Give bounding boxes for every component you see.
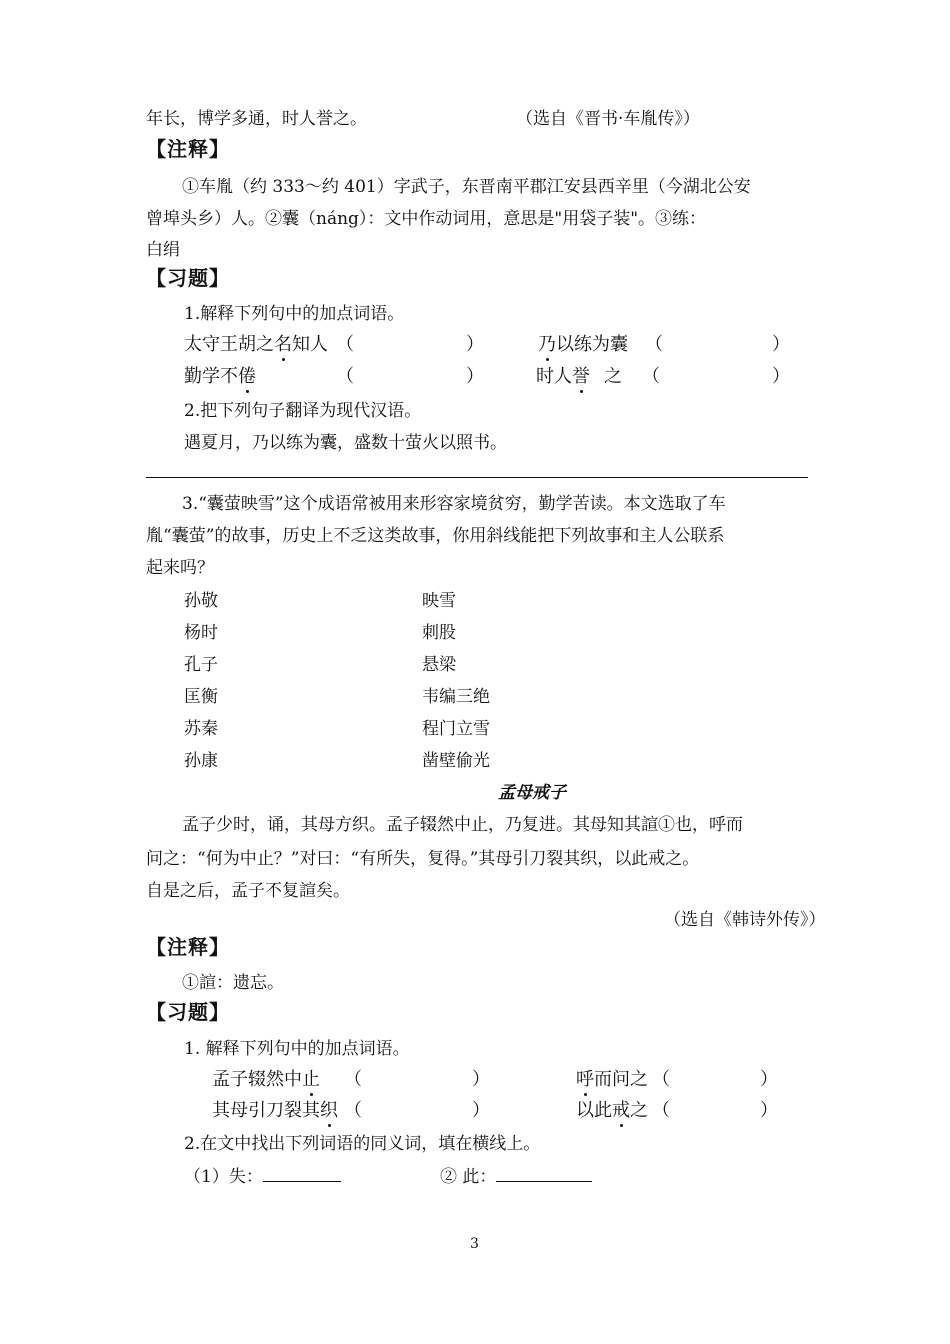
exercise-item: 乃以练为囊 bbox=[538, 330, 628, 356]
note-line: 曾埠头乡）人。②囊（náng）：文中作动词用，意思是"用袋子装"。③练： bbox=[146, 209, 707, 229]
answer-paren-close: ） bbox=[760, 1100, 778, 1121]
question-2: 2.把下列句子翻译为现代汉语。 bbox=[184, 401, 422, 421]
text-line: 年长，博学多通，时人誉之。 bbox=[146, 109, 367, 129]
story-text-line: 自是之后，孟子不复諠矣。 bbox=[146, 881, 350, 901]
section-heading-exercises: 【习题】 bbox=[146, 1000, 230, 1024]
answer-paren-close: ） bbox=[472, 1100, 490, 1121]
answer-paren-close: ） bbox=[772, 334, 790, 355]
story-title: 孟母戒子 bbox=[498, 783, 566, 803]
answer-paren-open: （ bbox=[652, 1069, 670, 1090]
fill-blank[interactable] bbox=[263, 1180, 341, 1182]
match-story[interactable]: 悬梁 bbox=[422, 655, 456, 675]
exercise-item: 太守王胡之名知人 bbox=[184, 330, 328, 356]
match-name[interactable]: 孔子 bbox=[184, 655, 218, 675]
section-heading-notes: 【注释】 bbox=[146, 137, 230, 161]
answer-line[interactable] bbox=[146, 477, 808, 478]
question-1: 1.解释下列句中的加点词语。 bbox=[184, 304, 405, 324]
exercise-item: 以此戒之 bbox=[576, 1096, 648, 1122]
exercise-item: 勤学不倦 bbox=[184, 362, 256, 388]
answer-paren-open: （ bbox=[652, 1100, 670, 1121]
page-number: 3 bbox=[470, 1236, 479, 1252]
match-name[interactable]: 苏秦 bbox=[184, 719, 218, 739]
fill-item: ② 此： bbox=[440, 1162, 592, 1187]
question-1: 1. 解释下列句中的加点词语。 bbox=[184, 1039, 410, 1059]
question-2: 2.在文中找出下列词语的同义词，填在横线上。 bbox=[184, 1134, 541, 1154]
source-citation: （选自《韩诗外传》） bbox=[664, 910, 826, 930]
answer-paren-close: ） bbox=[472, 1069, 490, 1090]
exercise-item: 其母引刀裂其织 bbox=[212, 1096, 338, 1122]
section-heading-exercises: 【习题】 bbox=[146, 266, 230, 290]
question-3: 胤“囊萤”的故事，历史上不乏这类故事，你用斜线能把下列故事和主人公联系 bbox=[146, 526, 725, 546]
match-story[interactable]: 刺股 bbox=[422, 623, 456, 643]
match-name[interactable]: 孙敬 bbox=[184, 591, 218, 611]
note-line: ①諠：遗忘。 bbox=[182, 973, 284, 993]
note-line: ①车胤（约 333～约 401）字武子，东晋南平郡江安县西辛里（今湖北公安 bbox=[182, 177, 751, 197]
answer-paren-close: ） bbox=[466, 366, 484, 387]
match-story[interactable]: 程门立雪 bbox=[422, 719, 490, 739]
question-3: 3.“囊萤映雪”这个成语常被用来形容家境贫穷，勤学苦读。本文选取了车 bbox=[182, 494, 726, 514]
exercise-item: 孟子辍然中止 bbox=[212, 1065, 320, 1091]
note-line: 白绢 bbox=[146, 240, 180, 260]
answer-paren-open: （ bbox=[336, 334, 354, 355]
story-text-line: 孟子少时，诵，其母方织。孟子辍然中止，乃复进。其母知其諠①也，呼而 bbox=[182, 815, 743, 835]
exercise-item: 时人誉 之 bbox=[536, 362, 622, 388]
match-story[interactable]: 映雪 bbox=[422, 591, 456, 611]
answer-paren-close: ） bbox=[760, 1069, 778, 1090]
match-name[interactable]: 杨时 bbox=[184, 623, 218, 643]
match-story[interactable]: 韦编三绝 bbox=[422, 687, 490, 707]
answer-paren-close: ） bbox=[772, 366, 790, 387]
answer-paren-open: （ bbox=[344, 1069, 362, 1090]
fill-blank[interactable] bbox=[496, 1180, 592, 1182]
story-text-line: 问之：“何为中止？”对曰：“有所失，复得。”其母引刀裂其织，以此戒之。 bbox=[146, 849, 700, 869]
answer-paren-open: （ bbox=[344, 1100, 362, 1121]
translation-sentence: 遇夏月，乃以练为囊，盛数十萤火以照书。 bbox=[184, 433, 507, 453]
answer-paren-open: （ bbox=[645, 334, 663, 355]
match-name[interactable]: 孙康 bbox=[184, 751, 218, 771]
match-story[interactable]: 凿壁偷光 bbox=[422, 751, 490, 771]
source-citation: （选自《晋书·车胤传》） bbox=[516, 109, 700, 129]
answer-paren-close: ） bbox=[466, 334, 484, 355]
exercise-item: 呼而问之 bbox=[576, 1065, 648, 1091]
match-name[interactable]: 匡衡 bbox=[184, 687, 218, 707]
answer-paren-open: （ bbox=[336, 366, 354, 387]
fill-item: （1）失： bbox=[184, 1162, 341, 1187]
question-3: 起来吗？ bbox=[146, 558, 214, 578]
answer-paren-open: （ bbox=[642, 366, 660, 387]
section-heading-notes: 【注释】 bbox=[146, 935, 230, 959]
